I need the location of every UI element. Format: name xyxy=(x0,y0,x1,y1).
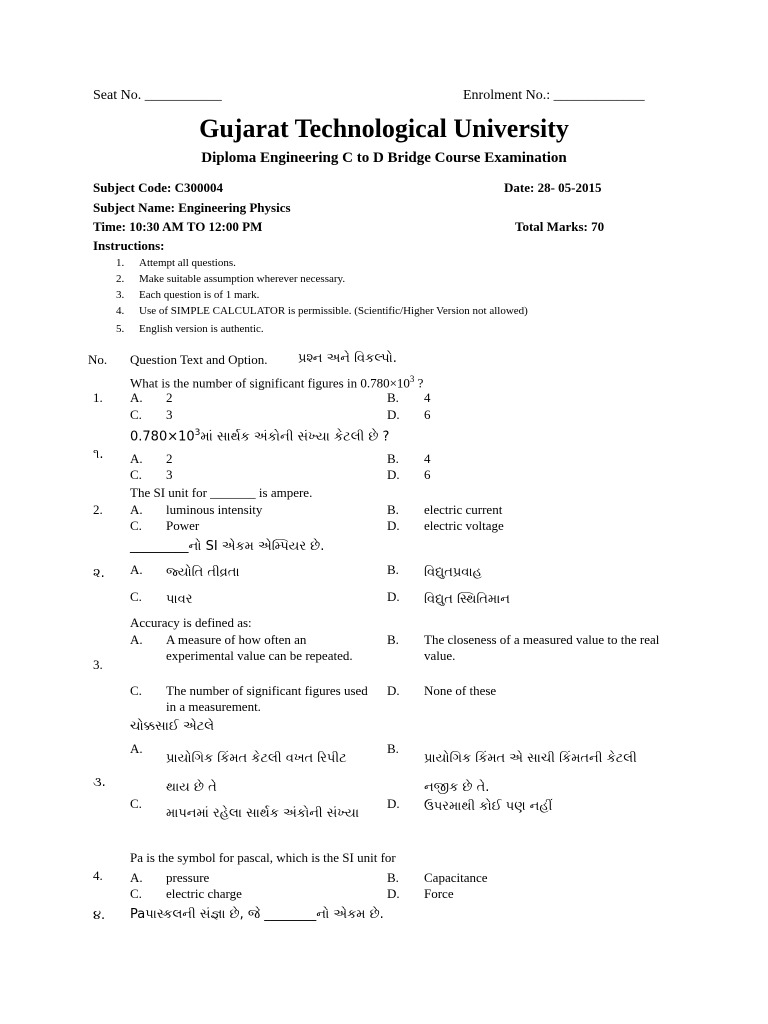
option-text: 4 xyxy=(424,451,431,466)
question-4-text-gujarati: Paપાસ્કલની સંજ્ઞા છે, જે ________નો એકમ છે. xyxy=(130,907,384,922)
option-label: D. xyxy=(387,796,400,811)
option-label: C. xyxy=(130,886,142,901)
question-2-text-gujarati: _________નો SI એકમ એમ્પિયર છે. xyxy=(130,539,325,554)
option-text: વિદ્યુતપ્રવાહ xyxy=(424,565,482,580)
option-label: A. xyxy=(130,870,143,885)
option-text: Force xyxy=(424,886,454,901)
enrolment-no: Enrolment No.: _____________ xyxy=(463,88,645,103)
option-label: B. xyxy=(387,390,399,405)
question-mark: ? xyxy=(414,375,424,391)
exam-title: Diploma Engineering C to D Bridge Course Examination xyxy=(201,150,567,166)
instruction-text: Make suitable assumption wherever necessary. xyxy=(139,273,346,285)
option-label: D. xyxy=(387,683,400,698)
option-label: D. xyxy=(387,886,400,901)
instruction-number: 4. xyxy=(116,305,125,317)
option-label: A. xyxy=(130,451,143,466)
option-text: 6 xyxy=(424,407,431,422)
subject-code: Subject Code: C300004 xyxy=(93,180,223,195)
question-2-number: 2. xyxy=(93,502,103,517)
option-text: 4 xyxy=(424,390,431,405)
option-text: Capacitance xyxy=(424,870,488,885)
exponent: 3 xyxy=(409,374,415,384)
option-text: પાવર xyxy=(166,592,193,607)
question-1-text xyxy=(130,374,423,391)
option-label: B. xyxy=(387,502,399,517)
seat-no: Seat No. ___________ xyxy=(93,88,222,103)
option-label: B. xyxy=(387,562,399,577)
option-label: C. xyxy=(130,683,142,698)
option-label: B. xyxy=(387,870,399,885)
option-text: electric voltage xyxy=(424,518,504,533)
option-text: ઉપરમાથી કોઈ પણ નહીં xyxy=(424,799,553,814)
exam-date: Date: 28- 05-2015 xyxy=(504,180,602,195)
option-label: D. xyxy=(387,407,400,422)
option-text: પ્રાયોગિક કિંમત કેટલી વખત રિપીટ થાય છે તે xyxy=(166,751,347,795)
option-text: 3 xyxy=(166,467,173,482)
question-2-number-gujarati: ૨. xyxy=(93,566,105,581)
instruction-text: Use of SIMPLE CALCULATOR is permissible. (Scientific/Higher Version not allowed) xyxy=(139,305,528,317)
option-label: D. xyxy=(387,589,400,604)
question-1-text-gujarati xyxy=(130,428,389,444)
option-label: B. xyxy=(387,741,399,756)
question-3-number: 3. xyxy=(93,657,103,672)
question-text: 0.780×10 xyxy=(130,429,195,445)
question-2-text: The SI unit for _______ is ampere. xyxy=(130,485,313,500)
university-title: Gujarat Technological University xyxy=(199,114,569,143)
option-text: A measure of how often an experimental value can be repeated. xyxy=(166,632,353,663)
option-text: જ્યોતિ તીવ્રતા xyxy=(166,565,240,580)
question-text: What is the number of significant figures in 0.780×10 xyxy=(130,375,410,391)
option-label: C. xyxy=(130,407,142,422)
option-label: B. xyxy=(387,451,399,466)
subject-name: Subject Name: Engineering Physics xyxy=(93,200,291,215)
question-4-number: 4. xyxy=(93,868,103,883)
option-label: C. xyxy=(130,796,142,811)
instructions-label: Instructions: xyxy=(93,238,165,253)
option-text: 3 xyxy=(166,407,173,422)
option-text: 2 xyxy=(166,390,173,405)
instruction-number: 3. xyxy=(116,289,125,301)
question-1-number-gujarati: ૧. xyxy=(93,447,104,462)
question-3-text-gujarati: ચોક્કસાઈ એટલે xyxy=(130,719,215,734)
option-text: The number of significant figures used in a measurement. xyxy=(166,683,368,714)
option-text: પ્રાયોગિક કિંમત એ સાચી કિંમતની કેટલી નજીક છે તે. xyxy=(424,751,637,795)
question-1-number: 1. xyxy=(93,390,103,405)
option-text: 2 xyxy=(166,451,173,466)
col-no-header: No. xyxy=(88,352,108,367)
col-question-header: Question Text and Option. xyxy=(130,352,268,367)
question-text: માં સાર્થક અંકોની સંખ્યા કેટલી છે ? xyxy=(200,429,390,445)
instruction-text: English version is authentic. xyxy=(139,323,264,335)
total-marks: Total Marks: 70 xyxy=(515,219,605,234)
option-label: A. xyxy=(130,562,143,577)
question-3-number-gujarati: ૩. xyxy=(93,775,106,790)
col-question-header-gujarati: પ્રશ્ન અને વિકલ્પો. xyxy=(298,351,397,366)
question-4-number-gujarati: ૪. xyxy=(93,908,106,923)
exponent: 3 xyxy=(194,428,201,438)
option-text: The closeness of a measured value to the real value. xyxy=(424,632,660,663)
option-label: A. xyxy=(130,632,143,647)
option-label: C. xyxy=(130,518,142,533)
instruction-number: 1. xyxy=(116,257,125,269)
instruction-text: Attempt all questions. xyxy=(139,257,236,269)
instruction-number: 5. xyxy=(116,323,125,335)
option-text: pressure xyxy=(166,870,210,885)
question-4-text: Pa is the symbol for pascal, which is the SI unit for xyxy=(130,850,396,865)
option-text: માપનમાં રહેલા સાર્થક અંકોની સંખ્યા xyxy=(166,806,360,821)
option-label: A. xyxy=(130,741,143,756)
option-label: C. xyxy=(130,467,142,482)
exam-time: Time: 10:30 AM TO 12:00 PM xyxy=(93,219,263,234)
option-text: None of these xyxy=(424,683,497,698)
option-text: વિદ્યુત સ્થિતિમાન xyxy=(424,592,510,607)
option-text: electric current xyxy=(424,502,503,517)
option-text: luminous intensity xyxy=(166,502,263,517)
question-3-text: Accuracy is defined as: xyxy=(130,615,252,630)
option-text: 6 xyxy=(424,467,431,482)
option-label: D. xyxy=(387,518,400,533)
instruction-text: Each question is of 1 mark. xyxy=(139,289,260,301)
option-text: Power xyxy=(166,518,200,533)
option-label: A. xyxy=(130,390,143,405)
option-text: electric charge xyxy=(166,886,242,901)
option-label: B. xyxy=(387,632,399,647)
option-label: D. xyxy=(387,467,400,482)
option-label: C. xyxy=(130,589,142,604)
option-label: A. xyxy=(130,502,143,517)
instruction-number: 2. xyxy=(116,273,125,285)
